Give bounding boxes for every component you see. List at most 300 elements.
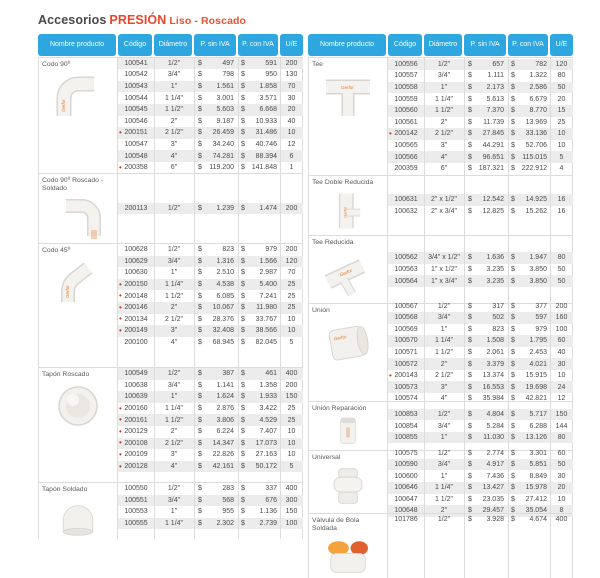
table-cell xyxy=(424,482,464,494)
diameter-value: 4" xyxy=(170,463,178,471)
price-con-iva: 1.136 xyxy=(259,508,277,516)
diameter-value: 1" xyxy=(170,508,178,516)
table-cell xyxy=(508,140,550,152)
table-cell xyxy=(280,203,303,215)
table-cell xyxy=(194,403,238,415)
currency-symbol: $ xyxy=(511,95,515,103)
table-cell xyxy=(464,447,508,459)
table-cell xyxy=(464,494,508,506)
table-cell xyxy=(194,391,238,403)
diameter-value: 2" xyxy=(440,360,448,368)
units-per-pack: 1 xyxy=(289,164,294,172)
price-con-iva: 27.163 xyxy=(255,451,277,459)
table-cell xyxy=(388,324,424,336)
price-sin-iva: 119.200 xyxy=(209,164,234,172)
svg-text:Gerfor: Gerfor xyxy=(339,267,353,278)
table-cell xyxy=(388,82,424,94)
units-per-pack: 8 xyxy=(559,507,564,515)
table-cell xyxy=(280,337,303,349)
table-row xyxy=(388,252,573,264)
product-code: 200113 xyxy=(124,205,148,212)
new-item-marker: • xyxy=(119,291,122,301)
tee-double-reduced-image xyxy=(322,190,374,230)
table-cell xyxy=(424,59,464,71)
table-cell xyxy=(194,279,238,291)
table-cell xyxy=(464,252,508,264)
product-name-cell xyxy=(309,176,388,235)
price-con-iva: 40.746 xyxy=(255,140,277,148)
price-con-iva: 13.969 xyxy=(525,118,547,126)
price-con-iva: 377 xyxy=(535,302,547,310)
units-per-pack: 200 xyxy=(285,205,298,212)
table-cell xyxy=(550,370,573,382)
units-per-pack: 200 xyxy=(285,59,298,67)
repair-coupling-image xyxy=(329,416,367,445)
table-cell xyxy=(388,252,424,264)
product-name: Unión Reparación xyxy=(312,405,367,412)
product-name-cell xyxy=(309,58,388,175)
units-per-pack: 15 xyxy=(557,107,566,115)
table-cell xyxy=(388,275,424,287)
currency-symbol: $ xyxy=(198,129,202,137)
price-con-iva: 15.915 xyxy=(525,372,547,380)
price-sin-iva: 4.917 xyxy=(486,461,504,469)
table-cell xyxy=(424,264,464,276)
product-code: 101786 xyxy=(394,516,418,524)
currency-symbol: $ xyxy=(511,325,515,333)
table-row xyxy=(118,203,303,215)
product-name: Tee Doble Reducida xyxy=(312,179,374,186)
table-cell xyxy=(508,70,550,82)
table-cell xyxy=(118,279,154,291)
currency-symbol: $ xyxy=(241,83,245,91)
units-per-pack: 60 xyxy=(557,337,566,345)
price-con-iva: 979 xyxy=(265,246,277,254)
table-cell xyxy=(550,324,573,336)
table-cell xyxy=(238,162,280,174)
table-cell xyxy=(154,414,194,426)
product-code: 200100 xyxy=(124,339,148,347)
product-section xyxy=(39,57,302,173)
product-section xyxy=(39,173,302,243)
table-cell xyxy=(118,380,154,392)
price-con-iva: 141.848 xyxy=(251,164,277,172)
product-code: 100600 xyxy=(394,472,418,480)
price-sin-iva: 187.321 xyxy=(478,165,504,173)
units-per-pack: 50 xyxy=(557,277,566,285)
diameter-value: 2 1/2" xyxy=(164,439,184,447)
price-con-iva: 15.262 xyxy=(525,207,547,215)
units-per-pack: 120 xyxy=(555,60,568,68)
currency-symbol: $ xyxy=(468,277,472,285)
price-sin-iva: 3.235 xyxy=(486,266,504,273)
product-code: 100561 xyxy=(394,118,418,126)
diameter-value: 2" x 1/2" xyxy=(431,196,457,204)
product-code: 100575 xyxy=(394,449,418,457)
price-sin-iva: 13.374 xyxy=(482,372,504,380)
table-cell xyxy=(424,117,464,129)
table-cell xyxy=(464,206,508,218)
table-cell xyxy=(238,116,280,128)
currency-symbol: $ xyxy=(198,59,202,67)
price-sin-iva: 1.624 xyxy=(216,393,234,401)
table-cell xyxy=(388,105,424,117)
diameter-value: 3/4" x 1/2" xyxy=(428,254,460,262)
currency-symbol: $ xyxy=(468,349,472,356)
table-cell xyxy=(508,300,550,312)
table-cell xyxy=(550,459,573,471)
diameter-value: 1/2" xyxy=(167,59,181,67)
table-cell xyxy=(388,194,424,206)
table-cell xyxy=(550,347,573,359)
price-sin-iva: 34.240 xyxy=(212,140,234,148)
table-cell xyxy=(280,92,303,104)
table-cell xyxy=(154,139,194,151)
table-cell xyxy=(388,93,424,105)
currency-symbol: $ xyxy=(241,496,245,504)
units-per-pack: 80 xyxy=(557,72,566,80)
table-cell xyxy=(508,59,550,71)
units-per-pack: 10 xyxy=(287,439,296,447)
diameter-value: 1/2" xyxy=(437,449,451,457)
product-name: Tapón Roscado xyxy=(42,371,90,378)
product-code: 200148 xyxy=(124,292,148,300)
column-header: Diámetro xyxy=(424,34,462,56)
product-code: 200146 xyxy=(124,304,148,312)
currency-symbol: $ xyxy=(468,383,472,391)
currency-symbol: $ xyxy=(198,381,202,389)
table-cell xyxy=(238,483,280,495)
table-cell xyxy=(194,380,238,392)
price-con-iva: 8.770 xyxy=(529,107,547,115)
currency-symbol: $ xyxy=(468,95,472,103)
table-cell xyxy=(154,302,194,314)
units-per-pack: 4 xyxy=(559,165,564,173)
table-row xyxy=(388,105,573,117)
currency-symbol: $ xyxy=(511,383,515,391)
table-cell xyxy=(194,314,238,326)
product-section xyxy=(39,482,302,539)
table-cell xyxy=(508,324,550,336)
product-section xyxy=(309,175,572,235)
table-cell xyxy=(118,438,154,450)
currency-symbol: $ xyxy=(198,304,202,312)
price-sin-iva: 12.825 xyxy=(482,207,504,215)
currency-symbol: $ xyxy=(241,269,245,277)
product-code: 100544 xyxy=(124,94,148,102)
diameter-value: 3" xyxy=(170,140,178,148)
table-cell xyxy=(464,128,508,140)
price-con-iva: 1.933 xyxy=(259,393,277,401)
price-con-iva: 10.933 xyxy=(255,117,277,125)
currency-symbol: $ xyxy=(511,372,515,380)
new-item-marker: • xyxy=(119,426,122,436)
product-code: 200359 xyxy=(394,165,418,173)
product-code: 100555 xyxy=(124,520,148,528)
diameter-value: 3" xyxy=(440,141,448,149)
currency-symbol: $ xyxy=(198,416,202,424)
product-section xyxy=(309,57,572,175)
table-cell xyxy=(464,459,508,471)
price-sin-iva: 3.379 xyxy=(486,360,504,368)
table-cell xyxy=(550,358,573,370)
currency-symbol: $ xyxy=(241,246,245,254)
diameter-value: 1 1/2" xyxy=(434,495,454,503)
table-cell xyxy=(280,58,303,70)
diameter-value: 1" xyxy=(440,325,448,333)
table-body xyxy=(308,57,573,578)
price-con-iva: 33.136 xyxy=(525,130,547,138)
table-cell xyxy=(424,128,464,140)
table-cell xyxy=(154,337,194,349)
table-cell xyxy=(280,438,303,450)
table-row xyxy=(388,459,573,471)
price-con-iva: 88.394 xyxy=(255,152,277,160)
units-per-pack: 150 xyxy=(285,508,298,516)
price-sin-iva: 2.876 xyxy=(216,405,234,413)
product-code: 100629 xyxy=(124,257,148,265)
table-row xyxy=(388,447,573,459)
table-cell xyxy=(508,117,550,129)
table-row xyxy=(388,312,573,324)
currency-symbol: $ xyxy=(241,520,245,528)
table-cell xyxy=(280,279,303,291)
cap-front-image xyxy=(48,382,108,428)
table-cell xyxy=(154,449,194,461)
price-con-iva: 4.529 xyxy=(259,416,277,424)
table-cell xyxy=(194,69,238,81)
price-con-iva: 33.767 xyxy=(255,315,277,323)
currency-symbol: $ xyxy=(511,266,515,273)
table-cell xyxy=(464,140,508,152)
currency-symbol: $ xyxy=(198,327,202,335)
table-cell xyxy=(154,506,194,518)
price-sin-iva: 3.001 xyxy=(216,94,234,102)
product-code: 100590 xyxy=(394,461,418,469)
diameter-value: 1 1/4" xyxy=(434,337,454,345)
product-code: 100632 xyxy=(394,207,418,215)
section-rows xyxy=(388,514,573,578)
svg-text:Gerfor: Gerfor xyxy=(342,206,348,218)
column-header: P. con IVA xyxy=(508,34,548,56)
price-sin-iva: 16.553 xyxy=(482,383,504,391)
product-name: Codo 90º Roscado - Soldado xyxy=(42,177,104,192)
table-cell xyxy=(194,116,238,128)
units-per-pack: 400 xyxy=(555,516,568,524)
table-cell xyxy=(118,81,154,93)
currency-symbol: $ xyxy=(468,196,472,204)
units-per-pack: 16 xyxy=(557,207,566,215)
product-code: 100559 xyxy=(394,95,418,103)
units-per-pack: 200 xyxy=(285,381,298,389)
table-cell xyxy=(280,391,303,403)
product-code: 200108 xyxy=(124,439,148,447)
table-cell xyxy=(280,461,303,473)
section-rows xyxy=(118,174,303,243)
table-cell xyxy=(118,426,154,438)
diameter-value: 3/4" xyxy=(167,496,181,504)
price-sin-iva: 44.291 xyxy=(482,141,504,149)
table-cell xyxy=(424,432,464,444)
price-con-iva: 13.126 xyxy=(525,434,547,442)
units-per-pack: 25 xyxy=(287,405,296,413)
currency-symbol: $ xyxy=(241,140,245,148)
table-cell xyxy=(464,358,508,370)
price-con-iva: 52.706 xyxy=(525,141,547,149)
table-row xyxy=(118,483,303,495)
table-cell xyxy=(464,264,508,276)
table-cell xyxy=(194,518,238,530)
price-sin-iva: 74.281 xyxy=(212,152,234,160)
new-item-marker: • xyxy=(389,128,392,138)
table-row xyxy=(388,151,573,163)
units-per-pack: 20 xyxy=(557,95,566,103)
price-sin-iva: 497 xyxy=(222,59,234,67)
product-code: 200129 xyxy=(124,428,148,436)
table-cell xyxy=(238,449,280,461)
table-cell xyxy=(464,482,508,494)
price-con-iva: 950 xyxy=(265,71,277,79)
table-cell xyxy=(424,93,464,105)
units-per-pack: 50 xyxy=(557,84,566,92)
diameter-value: 1/2" xyxy=(437,410,451,418)
price-sin-iva: 11.739 xyxy=(483,118,504,126)
currency-symbol: $ xyxy=(511,196,515,204)
diameter-value: 2" xyxy=(170,117,178,125)
diameter-value: 1/2" xyxy=(437,302,451,310)
product-name-cell xyxy=(309,514,388,578)
product-code: 200149 xyxy=(124,327,148,335)
table-cell xyxy=(194,337,238,349)
price-sin-iva: 2.173 xyxy=(486,84,504,92)
price-sin-iva: 5.613 xyxy=(486,95,504,103)
table-cell xyxy=(280,518,303,530)
product-section xyxy=(39,243,302,367)
table-row xyxy=(118,58,303,70)
diameter-value: 2 1/2" xyxy=(434,372,454,380)
price-table-left xyxy=(38,34,303,528)
currency-symbol: $ xyxy=(511,449,515,457)
table-cell xyxy=(280,127,303,139)
table-cell xyxy=(154,69,194,81)
table-cell xyxy=(508,93,550,105)
product-code: 100647 xyxy=(394,495,418,503)
table-row xyxy=(118,380,303,392)
diameter-value: 2" xyxy=(170,428,178,436)
table-cell xyxy=(238,81,280,93)
table-cell xyxy=(280,506,303,518)
currency-symbol: $ xyxy=(468,461,472,469)
new-item-marker: • xyxy=(119,415,122,425)
currency-symbol: $ xyxy=(511,349,515,356)
currency-symbol: $ xyxy=(468,422,472,430)
price-con-iva: 1.858 xyxy=(259,83,277,91)
table-row xyxy=(118,92,303,104)
table-cell xyxy=(550,264,573,276)
table-row xyxy=(118,461,303,473)
table-cell xyxy=(194,325,238,337)
table-cell xyxy=(194,256,238,268)
table-cell xyxy=(464,381,508,393)
table-cell xyxy=(238,368,280,380)
units-per-pack: 80 xyxy=(557,254,566,262)
diameter-value: 3/4" xyxy=(437,314,451,322)
title-accesorios: Accesorios xyxy=(38,13,107,27)
currency-symbol: $ xyxy=(241,508,245,516)
price-con-iva: 1.795 xyxy=(529,337,547,345)
currency-symbol: $ xyxy=(468,410,472,418)
units-per-pack: 400 xyxy=(285,370,298,378)
table-cell xyxy=(118,104,154,116)
section-rows xyxy=(118,483,303,539)
currency-symbol: $ xyxy=(241,315,245,323)
product-section xyxy=(309,303,572,401)
table-cell xyxy=(238,127,280,139)
table-cell xyxy=(550,117,573,129)
table-row xyxy=(388,93,573,105)
product-code: 100560 xyxy=(394,107,418,115)
table-cell xyxy=(550,482,573,494)
currency-symbol: $ xyxy=(241,304,245,312)
product-code: 200160 xyxy=(124,405,148,413)
table-cell xyxy=(550,312,573,324)
table-cell xyxy=(238,92,280,104)
product-code: 100631 xyxy=(394,196,418,204)
product-name: Tapón Soldado xyxy=(42,486,88,493)
table-cell xyxy=(388,312,424,324)
currency-symbol: $ xyxy=(511,434,515,442)
diameter-value: 4" xyxy=(440,395,448,403)
currency-symbol: $ xyxy=(198,117,202,125)
product-code: 100541 xyxy=(124,59,148,67)
table-cell xyxy=(550,420,573,432)
table-cell xyxy=(194,461,238,473)
table-row xyxy=(118,438,303,450)
table-cell xyxy=(464,163,508,175)
table-cell xyxy=(424,324,464,336)
table-cell xyxy=(388,59,424,71)
diameter-value: 1" xyxy=(170,269,178,277)
table-cell xyxy=(238,337,280,349)
table-cell xyxy=(154,391,194,403)
currency-symbol: $ xyxy=(241,339,245,347)
units-per-pack: 10 xyxy=(557,372,566,380)
product-name: Tee Reducida xyxy=(312,239,354,246)
column-header: U/E xyxy=(280,34,303,56)
diameter-value: 2 1/2" xyxy=(434,130,454,138)
table-row xyxy=(118,81,303,93)
units-per-pack: 400 xyxy=(285,485,298,493)
table-cell xyxy=(118,162,154,174)
product-code: 100549 xyxy=(124,370,148,378)
table-row xyxy=(118,290,303,302)
table-cell xyxy=(550,494,573,506)
product-code: 200161 xyxy=(124,416,148,424)
table-cell xyxy=(118,69,154,81)
table-cell xyxy=(118,506,154,518)
price-sin-iva: 823 xyxy=(222,246,234,254)
tee-reduced-image xyxy=(318,250,378,296)
units-per-pack: 25 xyxy=(557,118,566,126)
price-sin-iva: 798 xyxy=(222,71,234,79)
units-per-pack: 25 xyxy=(287,292,296,300)
units-per-pack: 30 xyxy=(557,360,566,368)
diameter-value: 3/4" xyxy=(437,422,451,430)
product-name: Codo 45º xyxy=(42,247,71,254)
table-cell xyxy=(118,337,154,349)
section-rows xyxy=(388,176,573,235)
price-con-iva: 19.698 xyxy=(525,383,547,391)
